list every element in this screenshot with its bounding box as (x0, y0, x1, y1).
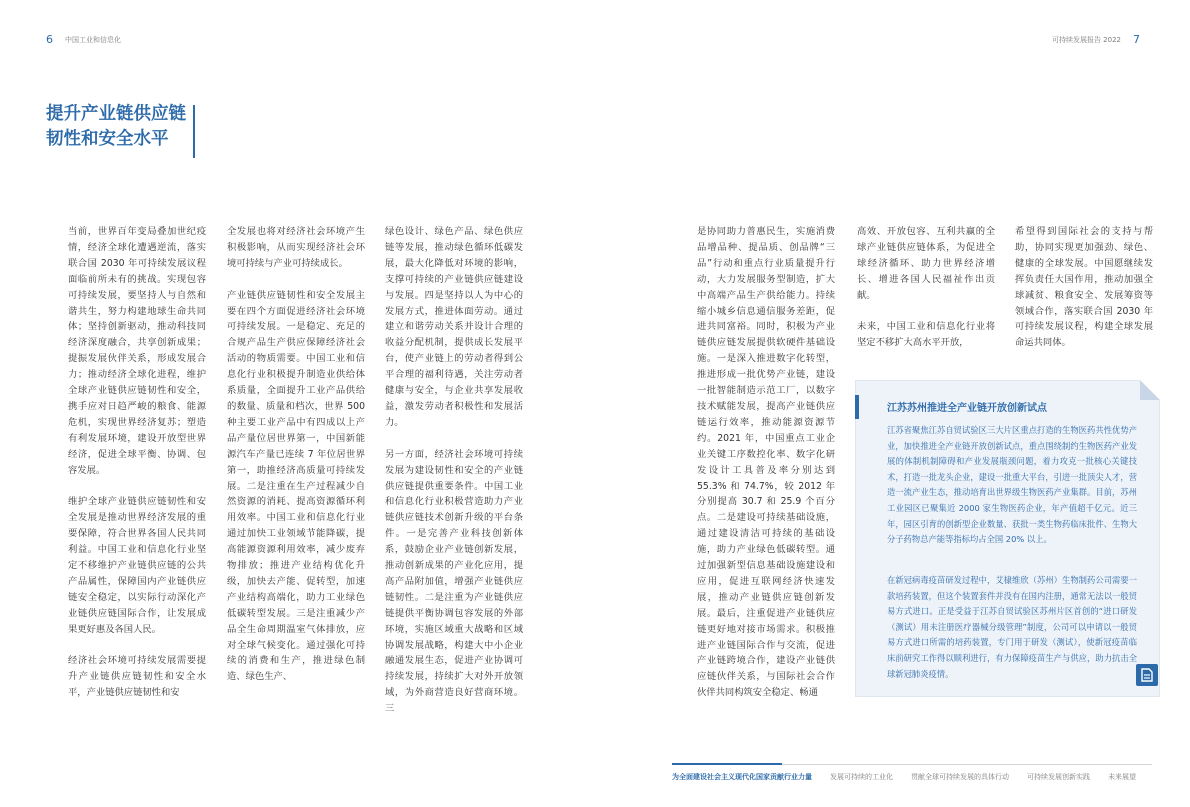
left-page-number: 6 (46, 33, 53, 46)
footer-nav-item-1[interactable]: 为全面建设社会主义现代化国家贡献行业力量 (672, 773, 812, 781)
body-column-2: 全发展也将对经济社会环境产生积极影响，从而实现经济社会环境可持续与产业可持续成长。 产业链供应链韧性和安全发展主要在四个方面促进经济社会环境可持续发展。一是稳定、充足的合规产品生产供应保障经济社会活动的物质需要。中国工业和信息化行业积极提升制造业供给体系质量，全面提升工业产品供给的数量、质量和档次，世界 500 种主要工业产品中有四成以上产品产量位居世界第一，中国新能源汽车产量已连续 7 年位居世界第一，助推经济高质量可持续发展。二是注重在生产过程减少自然资源的消耗、提高资源循环利用效率。中国工业和信息化行业通过加快工业领域节能降碳，提高能源资源利用效率，减少废弃物排放；推进产业结构优化升级，加快去产能、促转型，加速产业结构高端化，助力工业绿色低碳转型发展。三是注重减少产品全生命周期温室气体排放，应对全球气候变化。通过强化可持续的消费和生产，推进绿色制造、绿色生产、 (227, 226, 365, 683)
footer-nav-item-5[interactable]: 未来展望 (1108, 773, 1136, 781)
right-page-number: 7 (1133, 33, 1140, 46)
body-column-1: 当前，世界百年变局叠加世纪疫情，经济全球化遭遇逆流，落实联合国 2030 年可持续发展议程面临前所未有的挑战。实现包容可持续发展，要坚持人与自然和谐共生，努力构建地球生命共同体；坚持创新驱动，推动科技同经济深度融合，共享创新成果；提振发展伙伴关系，形成发展合力；推动经济全球化进程，维护全球产业链供应链韧性和安全，携手应对日趋严峻的粮食、能源危机，实现世界经济复苏；塑造有利发展环境，建设开放型世界经济，促进全球平衡、协调、包容发展。 维护全球产业链供应链韧性和安全发展是推动世界经济发展的重要保障，符合世界各国人民共同利益。中国工业和信息化行业坚定不移维护产业链供应链的公共产品属性，保障国内产业链供应链安全稳定，以实际行动深化产业链供应链国际合作，让发展成果更好惠及各国人民。 经济社会环境可持续发展需要提升产业链供应链韧性和安全水平，产业链供应链韧性和安 (68, 226, 206, 699)
section-title: 提升产业链供应链 韧性和安全水平 (46, 104, 186, 149)
right-running-title: 可持续发展报告 2022 (1051, 35, 1121, 44)
case-study-box (855, 380, 1160, 697)
left-running-title: 中国工业和信息化 (65, 35, 121, 44)
body-column-6: 希望得到国际社会的支持与帮助，协同实现更加强劲、绿色、健康的全球发展。中国愿继续发挥负责任大国作用，推动加强全球减贫、粮食安全、发展筹资等领域合作，落实联合国 2030 年可持续发展议程，构建全球发展命运共同体。 (1015, 226, 1153, 349)
body-column-3: 绿色设计、绿色产品、绿色供应链等发展，推动绿色循环低碳发展，最大化降低对环境的影响，支撑可持续的产业链供应链建设与发展。四是坚持以人为中心的发展方式，推进体面劳动。通过建立和谐劳动关系并设计合理的收益分配机制，提供成长发展平台，使产业链上的劳动者得到公平合理的福利待遇，关注劳动者健康与安全，与企业共享发展收益，激发劳动者积极性和发展活力。 另一方面，经济社会环境可持续发展为建设韧性和安全的产业链供应链提供重要条件。中国工业和信息化行业积极营造助力产业链供应链技术创新升级的平台条件。一是完善产业科技创新体系，鼓励企业产业链创新发展，推动创新成果的产业化应用，提高产品附加值，增强产业链供应链韧性。二是注重为产业链供应链提供平衡协调包容发展的外部环境，实施区域重大战略和区域协调发展战略，构建大中小企业融通发展生态，促进产业协调可持续发展，持续扩大对外开放领域，为外商营造良好营商环境。三 (385, 226, 523, 715)
right-page-header (1052, 33, 1140, 46)
case-study-title: 江苏苏州推进全产业链开放创新试点 (887, 403, 1047, 414)
box-corner-fold (1140, 380, 1160, 400)
body-column-4: 是协同助力普惠民生，实施消费品增品种、提品质、创品牌“三品”行动和重点行业质量提升行动，大力发展服务型制造，扩大中高端产品生产供给能力。持续缩小城乡信息通信服务差距，促进共同富裕。同时，积极为产业链供应链发展提供软硬件基础设施。一是深入推进数字化转型，推进形成一批优势产业链，建设一批智能制造示范工厂，以数字技术赋能发展，提高产业链供应链运行效率，推动能源资源节约。2021 年，中国重点工业企业关键工序数控化率、数字化研发设计工具普及率分别达到 55.3% 和 74.7%，较 2012 年分别提高 30.7 和 25.9 个百分点。二是建设可持续基础设施，通过建设清洁可持续的基础设施，助力产业绿色低碳转型。通过加强新型信息基础设施建设和应用，促进互联网经济快速发展，推动产业链供应链创新发展。最后，注重促进产业链供应链更好地对接市场需求。积极推进产业链国际合作与交流，促进产业链跨境合作，建设产业链供应链伙伴关系，与国际社会合作伙伴共同构筑安全稳定、畅通 (697, 226, 835, 699)
footer-active-indicator (672, 763, 782, 765)
body-column-5: 高效、开放包容、互利共赢的全球产业链供应链体系，为促进全球经济循环、助力世界经济增长、增进各国人民福祉作出贡献。 未来，中国工业和信息化行业将坚定不移扩大高水平开放， (857, 226, 995, 349)
footer-nav-item-4[interactable]: 可持续发展创新实践 (1027, 773, 1090, 781)
case-study-paragraph-1: 江苏省聚焦江苏自贸试验区三大片区重点打造的生物医药共性优势产业，加快推进全产业链开放创新试点，重点围绕制约生物医药产业发展的体制机制障碍和产业发展瓶颈问题，着力攻克一批核心关键技术，打造一批龙头企业，建设一批重大平台，引进一批顶尖人才，营造一流产业生态，推动培育出世界级生物医药产业集群。目前，苏州工业园区已聚集近 2000 家生物医药企业，年产值超千亿元。近三年，园区引育的创新型企业数量、获批一类生物药临床批件、生物大分子药物总产能等指标均占全国 20% 以上。 (887, 425, 1137, 545)
footer-nav (672, 772, 1136, 782)
footer-nav-item-3[interactable]: 贯献全球可持续发展的具体行动 (911, 773, 1009, 781)
case-study-paragraph-2: 在新冠病毒疫苗研发过程中，艾棣维欣（苏州）生物制药公司需要一款培药装置，但这个装置套件并没有在国内注册，通常无法以一般贸易方式进口。正是受益于江苏自贸试验区苏州片区首创的“进口研发（测试）用未注册医疗器械分级管理”制度，公司可以申请以一般贸易方式进口所需的培药装置，专门用于研发（测试），使新冠疫苗临床前研究工作得以顺利进行，有力保障疫苗生产与供应，助力抗击全球新冠肺炎疫情。 (887, 575, 1137, 679)
left-page-header (46, 33, 121, 46)
footer-nav-item-2[interactable]: 发展可持续的工业化 (830, 773, 893, 781)
title-divider (193, 105, 195, 158)
document-icon[interactable] (1136, 664, 1158, 686)
footer-divider (782, 764, 1152, 765)
